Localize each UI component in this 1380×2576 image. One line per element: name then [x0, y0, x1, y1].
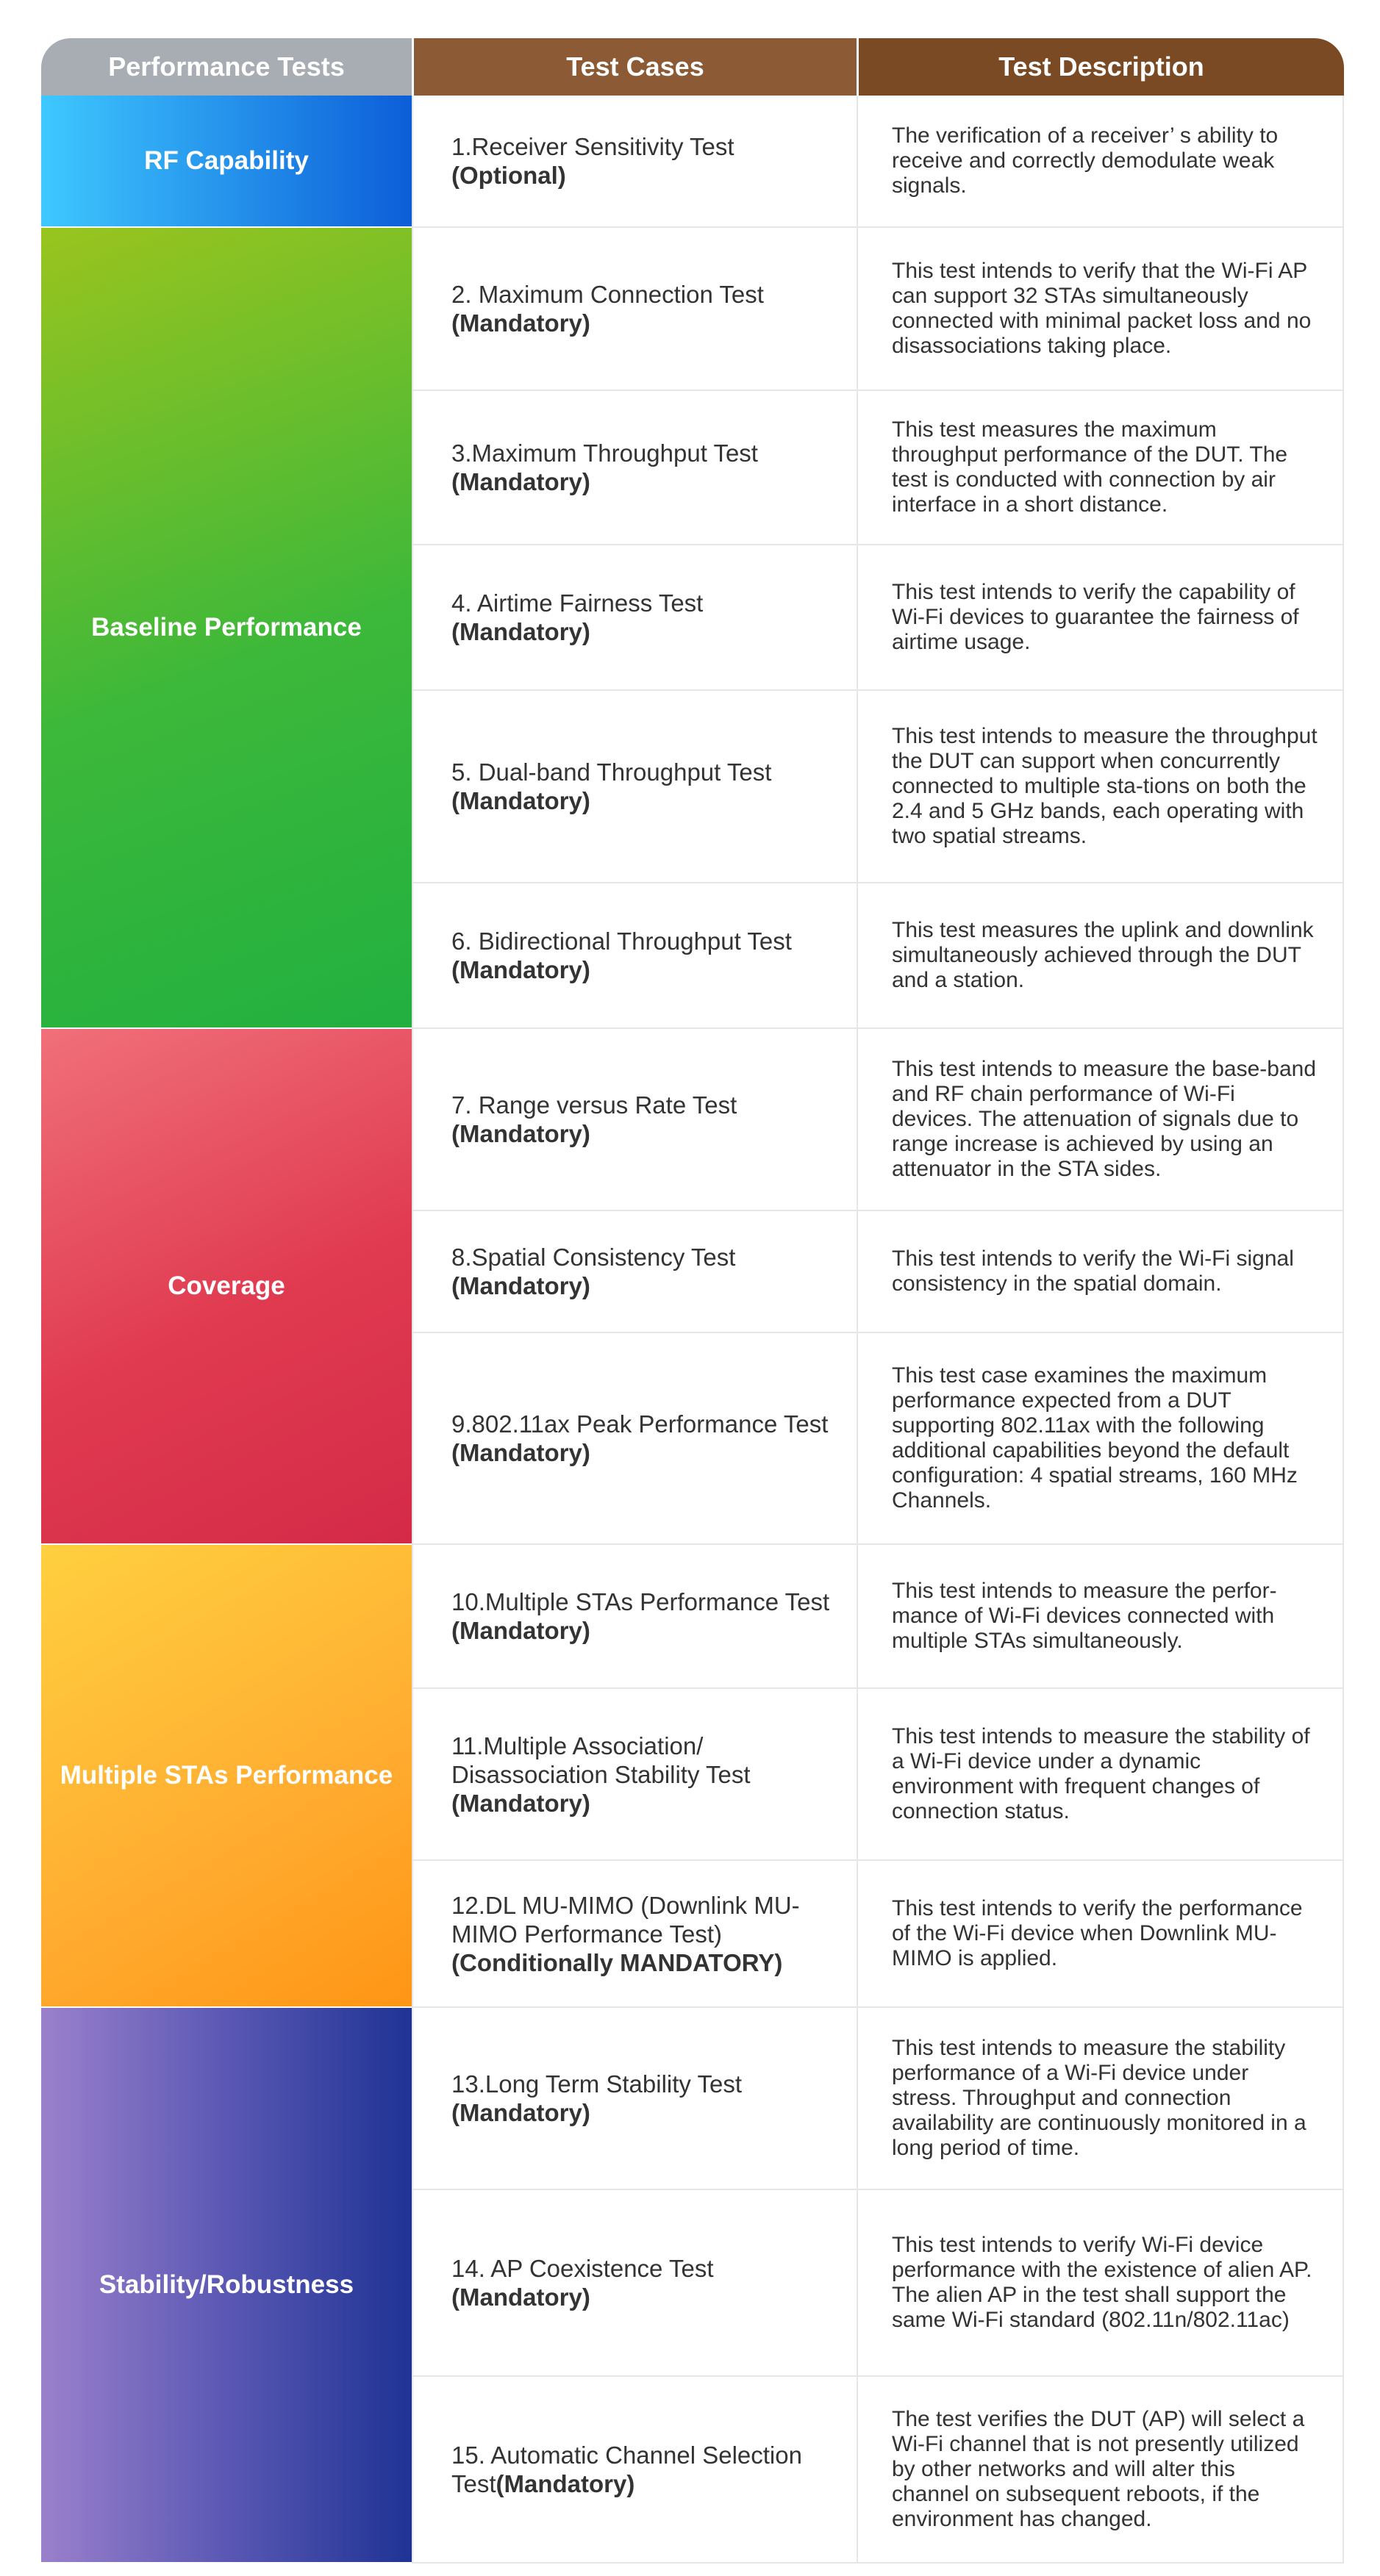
test-case-requirement: (Mandatory) [451, 787, 590, 814]
test-case-requirement: (Mandatory) [451, 1789, 590, 1817]
test-case-cell [412, 391, 857, 545]
test-case-cell [412, 1029, 857, 1211]
category-multiple-stas-performance: Multiple STAs Performance [41, 1545, 412, 2008]
test-description-cell: This test intends to verify the performance of the Wi-Fi device when Downlink MU-MIMO is applied. [857, 1861, 1344, 2008]
test-description-cell: This test intends to verify that the Wi-Fi AP can support 32 STAs simultaneously connected with minimal packet loss and no disassociations taking place. [857, 228, 1344, 391]
test-case-name: 2. Maximum Connection Test [451, 281, 764, 308]
test-case-name: 10.Multiple STAs Performance Test [451, 1588, 830, 1615]
performance-tests-table [41, 38, 1344, 2564]
test-description-cell: This test measures the uplink and downlink simultaneously achieved through the DUT and a station. [857, 883, 1344, 1029]
test-description-cell: This test intends to measure the throughput the DUT can support when concurrently connected to multiple sta-tions on both the 2.4 and 5 GHz bands, each operating with two spatial streams. [857, 691, 1344, 883]
test-case-cell [412, 1211, 857, 1333]
test-description-cell: The verification of a receiver’ s ability to receive and correctly demodulate weak signals. [857, 96, 1344, 228]
test-case-requirement: (Mandatory) [451, 618, 590, 645]
test-case-name: 9.802.11ax Peak Performance Test [451, 1410, 829, 1438]
test-description-cell: This test case examines the maximum performance expected from a DUT supporting 802.11ax with the following additional capabilities beyond the default configuration: 4 spatial streams, 160 MHz Channels. [857, 1333, 1344, 1545]
test-case-cell [412, 2190, 857, 2377]
test-case-cell [412, 691, 857, 883]
test-case-cell [412, 1545, 857, 1689]
test-case-name: 8.Spatial Consistency Test [451, 1244, 736, 1271]
test-case-requirement: (Optional) [451, 162, 566, 189]
header-test-cases: Test Cases [412, 38, 857, 96]
test-case-cell [412, 1333, 857, 1545]
test-case-requirement: (Mandatory) [496, 2470, 635, 2497]
test-description-cell: This test intends to measure the stability of a Wi-Fi device under a dynamic environment with frequent changes of connection status. [857, 1689, 1344, 1861]
test-case-requirement: (Mandatory) [451, 468, 590, 495]
test-case-requirement: (Mandatory) [451, 309, 590, 337]
test-case-requirement: (Mandatory) [451, 2283, 590, 2311]
test-description-cell: This test intends to verify the capability of Wi-Fi devices to guarantee the fairness of airtime usage. [857, 545, 1344, 691]
test-description-cell: This test intends to measure the stability performance of a Wi-Fi device under stress. Throughput and connection availability are continuously monitored in a long period of time. [857, 2008, 1344, 2190]
test-description-cell: This test intends to measure the base-band and RF chain performance of Wi-Fi devices. The attenuation of signals due to range increase is achieved by using an attenuator in the STA sides. [857, 1029, 1344, 1211]
test-description-cell: This test intends to measure the perfor-mance of Wi-Fi devices connected with multiple STAs simultaneously. [857, 1545, 1344, 1689]
test-case-requirement: (Mandatory) [451, 1617, 590, 1644]
test-case-cell [412, 1689, 857, 1861]
test-case-cell [412, 545, 857, 691]
test-case-name: 7. Range versus Rate Test [451, 1091, 737, 1119]
test-case-name: 12.DL MU-MIMO (Downlink MU-MIMO Performance Test) [451, 1891, 800, 1948]
test-case-name: 5. Dual-band Throughput Test [451, 758, 772, 786]
test-case-name: 4. Airtime Fairness Test [451, 589, 704, 617]
test-case-name: 1.Receiver Sensitivity Test [451, 133, 734, 160]
test-case-name: 15. Automatic Channel Selection Test [451, 2442, 802, 2497]
test-case-cell [412, 883, 857, 1029]
category-rf-capability: RF Capability [41, 96, 412, 228]
test-case-cell [412, 96, 857, 228]
test-case-cell [412, 228, 857, 391]
test-case-requirement: (Mandatory) [451, 1272, 590, 1299]
test-case-cell [412, 2008, 857, 2190]
test-description-cell: The test verifies the DUT (AP) will select a Wi-Fi channel that is not presently utilized by other networks and will alter this channel on subsequent reboots, if the environment has changed. [857, 2377, 1344, 2564]
test-case-name: 3.Maximum Throughput Test [451, 440, 758, 467]
test-case-requirement: (Conditionally MANDATORY) [451, 1948, 783, 1976]
test-case-cell [412, 2377, 857, 2564]
category-coverage: Coverage [41, 1029, 412, 1545]
test-case-requirement: (Mandatory) [451, 2099, 590, 2126]
test-description-cell: This test intends to verify Wi-Fi device performance with the existence of alien AP. The alien AP in the test shall support the same Wi-Fi standard (802.11n/802.11ac) [857, 2190, 1344, 2377]
test-case-requirement: (Mandatory) [451, 1120, 590, 1147]
test-description-cell: This test intends to verify the Wi-Fi signal consistency in the spatial domain. [857, 1211, 1344, 1333]
header-test-description: Test Description [857, 38, 1344, 96]
test-case-name: 11.Multiple Association/ Disassociation Stability Test [451, 1732, 751, 1788]
test-case-requirement: (Mandatory) [451, 1439, 590, 1466]
header-performance-tests: Performance Tests [41, 38, 412, 96]
test-description-cell: This test measures the maximum throughput performance of the DUT. The test is conducted with connection by air interface in a short distance. [857, 391, 1344, 545]
test-case-name: 6. Bidirectional Throughput Test [451, 928, 792, 955]
test-case-name: 13.Long Term Stability Test [451, 2070, 743, 2098]
test-case-requirement: (Mandatory) [451, 956, 590, 983]
test-case-cell [412, 1861, 857, 2008]
category-baseline-performance: Baseline Performance [41, 228, 412, 1029]
test-case-name: 14. AP Coexistence Test [451, 2255, 714, 2282]
category-stability-robustness: Stability/Robustness [41, 2008, 412, 2564]
